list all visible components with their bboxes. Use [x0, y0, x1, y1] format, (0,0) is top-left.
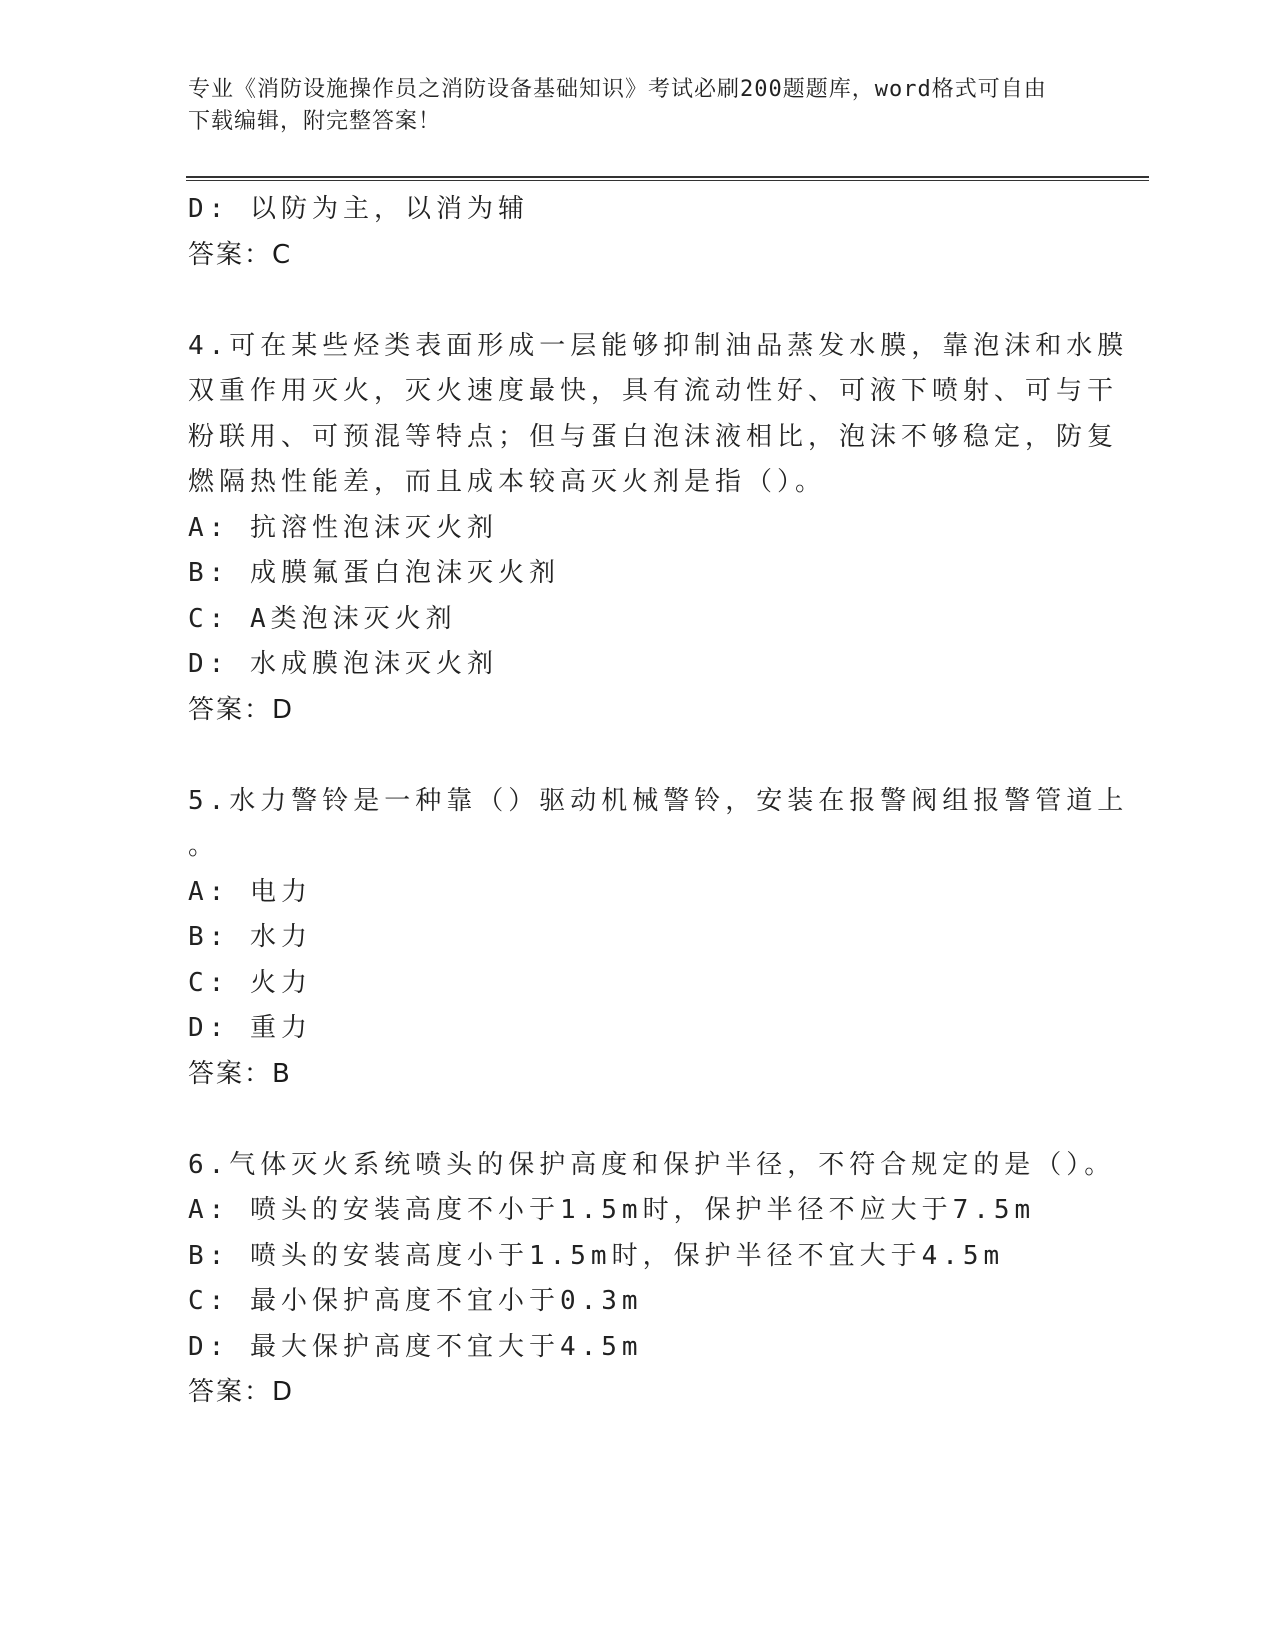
header-divider: [186, 176, 1149, 181]
question-4: [188, 324, 1129, 734]
option-c: C: 火力: [188, 967, 312, 998]
option-a: A: 电力: [188, 876, 312, 907]
option-a: A: 抗溶性泡沫灭火剂: [188, 512, 498, 543]
option-d: D: 水成膜泡沫灭火剂: [188, 649, 498, 679]
question-stem-line: 双重作用灭火，灭火速度最快，具有流动性好、可液下喷射、可与干: [188, 376, 1119, 406]
question-stem-line: 5.水力警铃是一种靠（）驱动机械警铃，安装在报警阀组报警管道上: [188, 785, 1129, 816]
question-stem-line: 粉联用、可预混等特点；但与蛋白泡沫液相比，泡沫不够稳定，防复: [188, 421, 1119, 452]
option-b: B: 水力: [188, 922, 312, 952]
answer-line: 答案：D: [188, 1377, 295, 1407]
answer-line: 答案：B: [188, 1058, 292, 1089]
answer-line: 答案：C: [188, 239, 293, 270]
question-6: [188, 1143, 1116, 1416]
option-b: B: 成膜氟蛋白泡沫灭火剂: [188, 558, 560, 588]
question-gap: [188, 1097, 1088, 1143]
answer-line: 答案：D: [188, 694, 295, 725]
option-a: A: 喷头的安装高度不小于1.5m时，保护半径不应大于7.5m: [188, 1195, 1036, 1225]
document-header: [188, 74, 1068, 138]
question-stem-line: 4.可在某些烃类表面形成一层能够抑制油品蒸发水膜，靠泡沫和水膜: [188, 330, 1129, 361]
question-5: [188, 779, 1129, 1098]
header-title: 专业《消防设施操作员之消防设备基础知识》考试必刷200题题库，word格式可自由下载编辑，附完整答案！: [188, 77, 1047, 134]
option-b: B: 喷头的安装高度小于1.5m时，保护半径不宜大于4.5m: [188, 1240, 1005, 1271]
option-d: D: 最大保护高度不宜大于4.5m: [188, 1331, 643, 1362]
question-gap: [188, 278, 1088, 324]
question-stem-line: 燃隔热性能差，而且成本较高灭火剂是指（）。: [188, 467, 827, 497]
option-c: C: 最小保护高度不宜小于0.3m: [188, 1286, 643, 1316]
option-d: D: 以防为主，以消为辅: [188, 194, 529, 224]
question-stem-line: 。: [188, 831, 220, 861]
option-d: D: 重力: [188, 1013, 312, 1043]
option-c: C: A类泡沫灭火剂: [188, 603, 457, 634]
question-list: [188, 187, 1129, 1416]
question-gap: [188, 733, 1088, 779]
question-stem-line: 6.气体灭火系统喷头的保护高度和保护半径，不符合规定的是（）。: [188, 1149, 1116, 1180]
